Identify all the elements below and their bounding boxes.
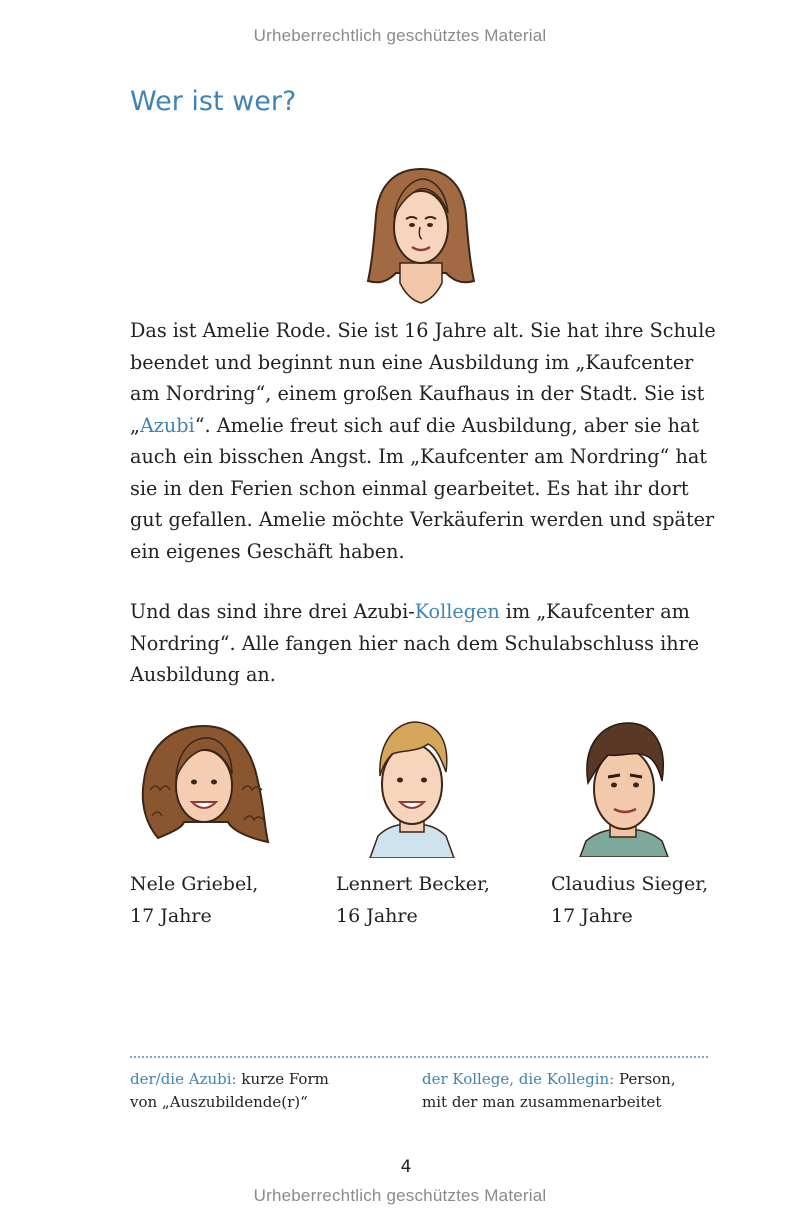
glossary-definition: Person, [614, 1070, 676, 1088]
glossary-term: der/die Azubi: [130, 1070, 237, 1088]
intro-text-end: “. Amelie freut sich auf die Ausbildung, aber sie hat auch ein bisschen Angst. Im „Kaufcenter am Nordring“ hat sie in den Ferien schon einmal gearbeitet. Es hat ihr dort gut gefallen. Amelie möchte Verkäuferin werden und später ein eigenes Geschäft haben. [130, 413, 715, 563]
colleagues-paragraph [130, 596, 720, 691]
caption-age: 16 Jahre [336, 904, 418, 927]
glossary-kollege [422, 1068, 676, 1113]
page-number: 4 [400, 1157, 412, 1177]
glossary-definition: von „Auszubildende(r)“ [130, 1092, 308, 1111]
watermark-bottom: Urheberrechtlich geschütztes Material [253, 1186, 547, 1205]
caption-age: 17 Jahre [551, 904, 633, 927]
caption-age: 17 Jahre [130, 904, 212, 927]
caption-claudius [551, 869, 708, 932]
glossary-term: der Kollege, die Kollegin: [422, 1070, 615, 1088]
caption-name: Claudius Sieger, [551, 873, 709, 895]
page-title: Wer ist wer? [130, 86, 297, 117]
caption-name: Nele Griebel, [130, 873, 259, 895]
intro-paragraph [130, 315, 720, 567]
glossary-divider [130, 1056, 708, 1058]
intro-text-start: Das ist Amelie Rode. Sie ist 16 Jahre alt. Sie hat ihre Schule beendet und beginnt nun eine Ausbildung im „Kaufcenter am Nordring“, einem großen Kaufhaus in der Stadt. Sie ist „ [130, 319, 716, 437]
glossary-definition: kurze Form [236, 1070, 329, 1088]
watermark-top: Urheberrechtlich geschütztes Material [253, 26, 547, 45]
nele-portrait [132, 720, 280, 850]
caption-lennert [336, 869, 490, 932]
kollegen-vocab-term: Kollegen [414, 600, 500, 623]
lennert-portrait [362, 714, 462, 858]
colleagues-text-end: im „Kaufcenter am Nordring“. Alle fangen hier nach dem Schulabschluss ihre Ausbildung an. [130, 600, 700, 686]
colleagues-text-start: Und das sind ihre drei Azubi- [130, 600, 415, 623]
claudius-portrait [572, 717, 674, 857]
caption-nele [130, 869, 258, 932]
glossary-definition: mit der man zusammenarbeitet [422, 1092, 662, 1111]
azubi-vocab-term: Azubi [139, 413, 195, 437]
glossary-azubi [130, 1068, 329, 1113]
amelie-portrait [362, 163, 480, 309]
caption-name: Lennert Becker, [336, 873, 490, 895]
